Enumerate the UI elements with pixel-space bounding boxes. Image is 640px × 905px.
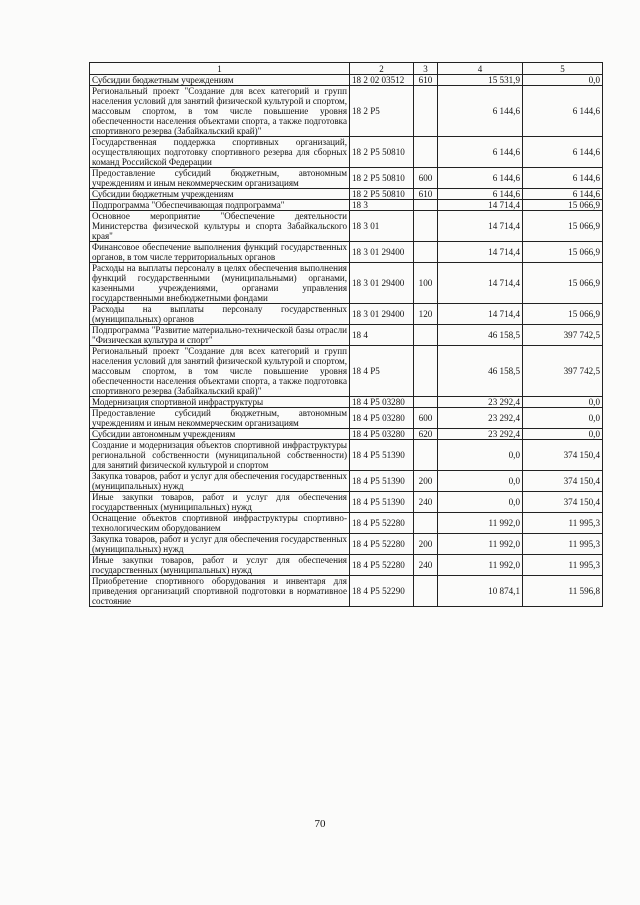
row-code-cell: 18 2 P5 50810 [350, 168, 414, 189]
table-row [90, 555, 603, 576]
row-value-col4-cell: 10 874,1 [438, 576, 523, 607]
row-code-cell: 18 4 P5 51390 [350, 492, 414, 513]
row-value-col5-cell: 15 066,9 [523, 200, 603, 211]
row-name-cell: Расходы на выплаты персоналу в целях обеспечения выполнения функций государственными (муниципальными) органами, казенными учреждениями, органами управления государственными внебюджетными фондами [90, 263, 350, 304]
table-header-row [90, 63, 603, 75]
row-code-cell: 18 4 P5 52290 [350, 576, 414, 607]
row-value-col4-cell: 14 714,4 [438, 304, 523, 325]
column-header: 2 [350, 63, 414, 75]
table-body [90, 75, 603, 607]
table-row [90, 346, 603, 397]
row-code-cell: 18 4 [350, 325, 414, 346]
row-code-cell: 18 2 P5 50810 [350, 137, 414, 168]
row-value-col4-cell: 6 144,6 [438, 137, 523, 168]
row-vr-cell [414, 346, 438, 397]
row-name-cell: Субсидии автономным учреждениям [90, 429, 350, 440]
table-row [90, 513, 603, 534]
row-vr-cell: 600 [414, 408, 438, 429]
row-vr-cell: 240 [414, 555, 438, 576]
row-value-col4-cell: 14 714,4 [438, 242, 523, 263]
row-value-col4-cell: 0,0 [438, 492, 523, 513]
row-vr-cell [414, 440, 438, 471]
row-value-col4-cell: 11 992,0 [438, 555, 523, 576]
row-name-cell: Модернизация спортивной инфраструктуры [90, 397, 350, 408]
table-row [90, 429, 603, 440]
row-value-col5-cell: 6 144,6 [523, 189, 603, 200]
row-value-col5-cell: 15 066,9 [523, 304, 603, 325]
row-value-col5-cell: 374 150,4 [523, 440, 603, 471]
table-row [90, 397, 603, 408]
table-row [90, 304, 603, 325]
row-value-col5-cell: 0,0 [523, 429, 603, 440]
row-value-col4-cell: 14 714,4 [438, 263, 523, 304]
row-value-col4-cell: 6 144,6 [438, 189, 523, 200]
row-value-col4-cell: 0,0 [438, 440, 523, 471]
table-row [90, 86, 603, 137]
row-code-cell: 18 4 P5 51390 [350, 471, 414, 492]
row-code-cell: 18 4 P5 [350, 346, 414, 397]
row-value-col4-cell: 14 714,4 [438, 200, 523, 211]
row-name-cell: Предоставление субсидий бюджетным, автономным учреждениям и иным некоммерческим организациям [90, 408, 350, 429]
row-name-cell: Подпрограмма "Обеспечивающая подпрограмма" [90, 200, 350, 211]
row-vr-cell: 240 [414, 492, 438, 513]
row-value-col4-cell: 46 158,5 [438, 325, 523, 346]
row-value-col5-cell: 0,0 [523, 397, 603, 408]
table-row [90, 440, 603, 471]
row-vr-cell: 100 [414, 263, 438, 304]
row-code-cell: 18 2 P5 [350, 86, 414, 137]
table-row [90, 576, 603, 607]
row-value-col4-cell: 6 144,6 [438, 86, 523, 137]
row-name-cell: Приобретение спортивного оборудования и инвентаря для приведения организаций спортивной подготовки в нормативное состояние [90, 576, 350, 607]
table-row [90, 189, 603, 200]
row-code-cell: 18 2 02 03512 [350, 75, 414, 86]
row-name-cell: Предоставление субсидий бюджетным, автономным учреждениям и иным некоммерческим организациям [90, 168, 350, 189]
column-header: 3 [414, 63, 438, 75]
row-name-cell: Основное мероприятие "Обеспечение деятельности Министерства физической культуры и спорта Забайкальского края" [90, 211, 350, 242]
row-value-col5-cell: 11 596,8 [523, 576, 603, 607]
row-value-col5-cell: 0,0 [523, 408, 603, 429]
row-value-col4-cell: 23 292,4 [438, 408, 523, 429]
table-row [90, 325, 603, 346]
column-header: 1 [90, 63, 350, 75]
table-row [90, 534, 603, 555]
table-row [90, 242, 603, 263]
row-code-cell: 18 4 P5 51390 [350, 440, 414, 471]
row-code-cell: 18 3 01 29400 [350, 242, 414, 263]
row-code-cell: 18 4 P5 52280 [350, 534, 414, 555]
row-code-cell: 18 4 P5 52280 [350, 555, 414, 576]
row-value-col5-cell: 15 066,9 [523, 263, 603, 304]
row-value-col4-cell: 11 992,0 [438, 534, 523, 555]
row-code-cell: 18 3 01 29400 [350, 263, 414, 304]
row-value-col5-cell: 397 742,5 [523, 346, 603, 397]
row-vr-cell [414, 242, 438, 263]
row-code-cell: 18 3 01 [350, 211, 414, 242]
row-vr-cell: 610 [414, 75, 438, 86]
table-row [90, 168, 603, 189]
row-value-col5-cell: 397 742,5 [523, 325, 603, 346]
row-code-cell: 18 4 P5 52280 [350, 513, 414, 534]
row-name-cell: Оснащение объектов спортивной инфраструктуры спортивно-технологическим оборудованием [90, 513, 350, 534]
table-row [90, 200, 603, 211]
row-value-col4-cell: 46 158,5 [438, 346, 523, 397]
row-value-col4-cell: 6 144,6 [438, 168, 523, 189]
row-vr-cell [414, 397, 438, 408]
row-code-cell: 18 3 01 29400 [350, 304, 414, 325]
row-code-cell: 18 3 [350, 200, 414, 211]
table-row [90, 408, 603, 429]
row-code-cell: 18 2 P5 50810 [350, 189, 414, 200]
row-name-cell: Иные закупки товаров, работ и услуг для обеспечения государственных (муниципальных) нужд [90, 555, 350, 576]
row-vr-cell: 200 [414, 534, 438, 555]
table-row [90, 75, 603, 86]
row-value-col4-cell: 23 292,4 [438, 397, 523, 408]
row-value-col5-cell: 374 150,4 [523, 492, 603, 513]
row-value-col5-cell: 6 144,6 [523, 168, 603, 189]
row-name-cell: Создание и модернизация объектов спортивной инфраструктуры региональной собственности (муниципальной собственности) для занятий физической культурой и спортом [90, 440, 350, 471]
row-name-cell: Подпрограмма "Развитие материально-технической базы отрасли "Физическая культура и спорт" [90, 325, 350, 346]
row-name-cell: Финансовое обеспечение выполнения функций государственных органов, в том числе территориальных органов [90, 242, 350, 263]
table-row [90, 211, 603, 242]
page-number: 70 [314, 818, 326, 830]
row-value-col5-cell: 15 066,9 [523, 242, 603, 263]
row-code-cell: 18 4 P5 03280 [350, 429, 414, 440]
row-name-cell: Региональный проект "Создание для всех категорий и групп населения условий для занятий физической культурой и спортом, массовым спортом, в том числе повышение уровня обеспеченности населения объектами спорта, а также подготовка спортивного резерва (Забайкальский край)" [90, 86, 350, 137]
table-row [90, 471, 603, 492]
row-value-col5-cell: 374 150,4 [523, 471, 603, 492]
row-name-cell: Расходы на выплаты персоналу государственных (муниципальных) органов [90, 304, 350, 325]
row-vr-cell [414, 576, 438, 607]
row-value-col5-cell: 15 066,9 [523, 211, 603, 242]
row-value-col4-cell: 0,0 [438, 471, 523, 492]
column-header: 4 [438, 63, 523, 75]
row-vr-cell: 600 [414, 168, 438, 189]
row-name-cell: Субсидии бюджетным учреждениям [90, 75, 350, 86]
row-value-col5-cell: 11 995,3 [523, 534, 603, 555]
row-vr-cell: 200 [414, 471, 438, 492]
row-value-col5-cell: 6 144,6 [523, 137, 603, 168]
row-vr-cell [414, 513, 438, 534]
column-header: 5 [523, 63, 603, 75]
row-code-cell: 18 4 P5 03280 [350, 397, 414, 408]
row-value-col5-cell: 0,0 [523, 75, 603, 86]
row-vr-cell [414, 211, 438, 242]
row-name-cell: Иные закупки товаров, работ и услуг для обеспечения государственных (муниципальных) нужд [90, 492, 350, 513]
row-value-col5-cell: 11 995,3 [523, 513, 603, 534]
row-value-col4-cell: 14 714,4 [438, 211, 523, 242]
row-value-col5-cell: 11 995,3 [523, 555, 603, 576]
table-row [90, 137, 603, 168]
table-row [90, 492, 603, 513]
row-vr-cell [414, 200, 438, 211]
row-value-col4-cell: 11 992,0 [438, 513, 523, 534]
row-vr-cell: 610 [414, 189, 438, 200]
row-value-col5-cell: 6 144,6 [523, 86, 603, 137]
row-name-cell: Субсидии бюджетным учреждениям [90, 189, 350, 200]
table-row [90, 263, 603, 304]
budget-table [89, 62, 603, 607]
row-name-cell: Закупка товаров, работ и услуг для обеспечения государственных (муниципальных) нужд [90, 534, 350, 555]
row-code-cell: 18 4 P5 03280 [350, 408, 414, 429]
row-vr-cell [414, 137, 438, 168]
row-vr-cell [414, 86, 438, 137]
row-name-cell: Региональный проект "Создание для всех категорий и групп населения условий для занятий физической культурой и спортом, массовым спортом, в том числе повышение уровня обеспеченности населения объектами спорта, а также подготовка спортивного резерва (Забайкальский край)" [90, 346, 350, 397]
row-vr-cell: 620 [414, 429, 438, 440]
row-vr-cell [414, 325, 438, 346]
row-value-col4-cell: 15 531,9 [438, 75, 523, 86]
row-vr-cell: 120 [414, 304, 438, 325]
row-name-cell: Закупка товаров, работ и услуг для обеспечения государственных (муниципальных) нужд [90, 471, 350, 492]
row-value-col4-cell: 23 292,4 [438, 429, 523, 440]
row-name-cell: Государственная поддержка спортивных организаций, осуществляющих подготовку спортивного резерва для сборных команд Российской Федерации [90, 137, 350, 168]
